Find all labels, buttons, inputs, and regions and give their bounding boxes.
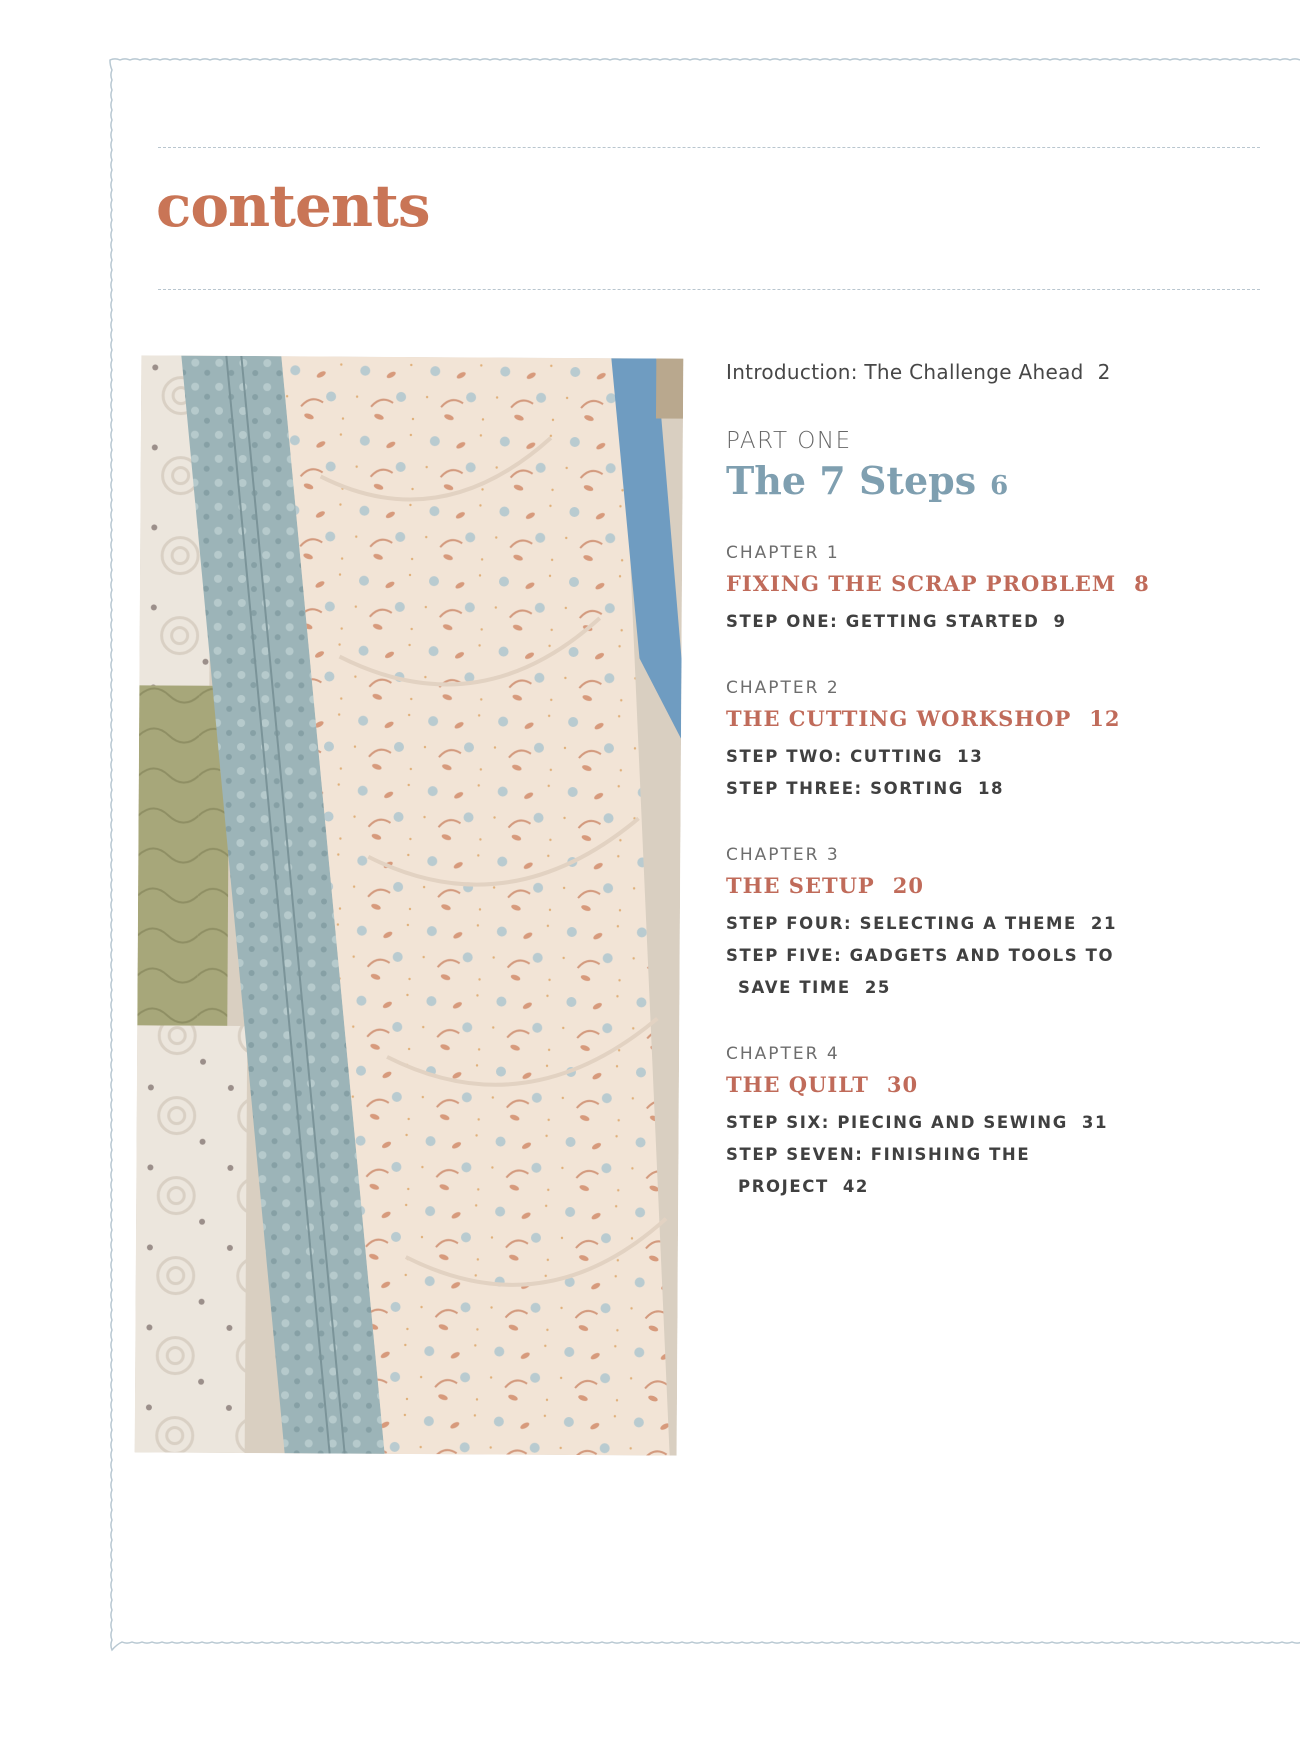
chapter-title-entry [726,1072,1226,1097]
step-title: STEP FOUR: SELECTING A THEME [726,914,1077,933]
step-page-number: 31 [1081,1113,1109,1132]
step-title: STEP TWO: CUTTING [726,747,944,766]
part-label: PART ONE [726,428,852,454]
step-entry [726,741,1166,773]
chapter-title-entry [726,706,1226,731]
step-title: STEP ONE: GETTING STARTED [726,612,1040,631]
step-list [726,606,1226,638]
step-entry [726,606,1166,638]
part-title-entry [726,458,1226,503]
step-list [726,908,1226,1004]
chapter-title: FIXING THE SCRAP PROBLEM [726,571,1117,596]
step-title: STEP THREE: SORTING [726,779,964,798]
part-title: The 7 Steps [726,458,977,503]
chapter-block [726,1044,1226,1203]
chapter-page-number: 20 [892,873,924,898]
step-entry [726,773,1166,805]
chapter-title-entry [726,571,1226,596]
chapter-label: CHAPTER 2 [726,678,840,698]
step-title-continued: SAVE TIME [738,978,851,997]
step-entry [726,1107,1166,1139]
step-title: STEP SIX: PIECING AND SEWING [726,1113,1068,1132]
table-of-contents [726,360,1226,1203]
step-entry [726,908,1166,940]
chapter-label: CHAPTER 3 [726,845,840,865]
step-title-continued: PROJECT [738,1177,829,1196]
chapter-title-entry [726,873,1226,898]
chapter-page-number: 30 [886,1072,919,1097]
page-title: contents [156,172,430,240]
chapter-page-number: 8 [1134,571,1150,596]
bottom-dashed-rule [158,289,1260,290]
step-page-number: 9 [1053,612,1067,631]
step-list [726,741,1226,805]
step-list [726,1107,1226,1203]
step-title: STEP SEVEN: FINISHING THE [726,1145,1031,1164]
top-dashed-rule [158,147,1260,148]
quilt-photo [135,355,684,1455]
chapter-page-number: 12 [1089,706,1121,731]
part-page-number: 6 [990,471,1009,501]
step-page-number: 21 [1090,914,1118,933]
toc-intro-entry [726,360,1226,384]
chapter-title: THE CUTTING WORKSHOP [726,706,1072,731]
step-title: STEP FIVE: GADGETS AND TOOLS TO [726,946,1115,965]
intro-title: Introduction: The Challenge Ahead [726,360,1084,384]
step-entry [726,940,1166,1004]
chapter-title: THE SETUP [726,873,875,898]
step-page-number: 25 [864,978,891,997]
intro-page-number: 2 [1097,360,1111,384]
chapter-block [726,543,1226,638]
chapter-block [726,845,1226,1004]
step-entry [726,1139,1166,1203]
chapter-label: CHAPTER 1 [726,543,840,563]
step-page-number: 18 [977,779,1005,798]
step-page-number: 13 [957,747,984,766]
chapter-block [726,678,1226,805]
step-page-number: 42 [842,1177,869,1196]
chapter-label: CHAPTER 4 [726,1044,840,1064]
chapter-title: THE QUILT [726,1072,869,1097]
